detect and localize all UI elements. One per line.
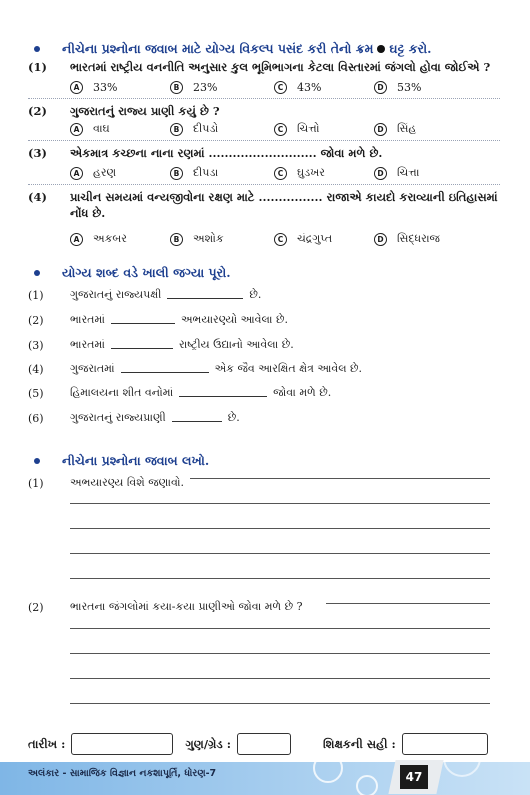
blank-line[interactable] [179,386,267,397]
option[interactable]: A 33% [70,81,170,94]
option-a-icon: A [70,81,83,94]
section-2-heading: યોગ્ય શબ્દ વડે ખાલી જગ્યા પૂરો. [28,264,231,282]
mcq-question-3: (3) એકમાત્ર કચ્છના નાના રણમાં ........................... જોવા મળે છે. [28,146,383,160]
option[interactable]: C ચિત્તો [274,122,374,136]
fill-blank-item: (1) ગુજરાતનું રાજ્યપક્ષી છે. [28,288,262,302]
option-d-icon: D [374,123,387,136]
option-b-icon: B [170,123,183,136]
answer-line[interactable] [70,528,490,529]
option[interactable]: D 53% [374,81,421,94]
divider [28,140,500,141]
option[interactable]: B દીપડા [170,166,274,180]
mcq-options-4 [70,232,500,246]
grade-box[interactable] [237,733,291,755]
book-title: અલંકાર - સામાજિક વિજ્ઞાન નકશાપૂર્તિ, ધોરણ-7 [28,768,217,779]
answer-line[interactable] [70,678,490,679]
blank-line[interactable] [111,313,175,324]
bullet-icon [34,46,40,52]
section-3-heading: નીચેના પ્રશ્નોના જવાબ લખો. [28,452,209,470]
mcq-options-3 [70,166,500,180]
fill-blank-item: (2) ભારતમાં અભયારણ્યો આવેલા છે. [28,313,288,327]
mcq-question-2: (2) ગુજરાતનું રાજ્ય પ્રાણી કયું છે ? [28,104,220,118]
answer-line[interactable] [70,653,490,654]
option-b-icon: B [170,167,183,180]
fill-blank-item: (5) હિમાલયના શીત વનોમાં જોવા મળે છે. [28,386,332,400]
blank-line[interactable] [167,288,243,299]
option-c-icon: C [274,167,287,180]
option-c-icon: C [274,123,287,136]
divider [28,98,500,99]
bullet-icon [34,270,40,276]
option-a-icon: A [70,167,83,180]
mcq-options-2 [70,122,500,136]
mcq-question-4: (4) પ્રાચીન સમયમાં વન્યજીવોના રક્ષણ માટે ................ રાજાએ કાયદો કરાવ્યાની ઇતિહાસમાં નોંધ છે. [28,190,498,220]
option-c-icon: C [274,233,287,246]
option-d-icon: D [374,81,387,94]
fill-blank-item: (4) ગુજરાતમાં એક જૈવ આરક્ષિત ક્ષેત્ર આવેલ છે. [28,362,363,376]
option[interactable]: D ચિત્તા [374,166,419,180]
answer-line[interactable] [70,553,490,554]
answer-question-1: (1) અભયારણ્ય વિશે જણાવો. [28,476,185,490]
answer-question-2: (2) ભારતના જંગલોમાં કયા-કયા પ્રાણીઓ જોવા મળે છે ? [28,600,303,614]
option[interactable]: D સિંહ [374,122,416,136]
signature-row: તારીખ : ગુણ/ગ્રેડ : શિક્ષકની સહી : [0,728,530,760]
option-b-icon: B [170,233,183,246]
section-1-heading: નીચેના પ્રશ્નોના જવાબ માટે યોગ્ય વિકલ્પ પસંદ કરી તેનો ક્રમ ઘટ્ટ કરો. [28,40,431,58]
fill-blank-item: (6) ગુજરાતનું રાજ્યપ્રાણી છે. [28,411,240,425]
option[interactable]: B દીપડો [170,122,274,136]
answer-line[interactable] [70,578,490,579]
blank-line[interactable] [172,411,222,422]
mcq-question-1: (1) ભારતમાં રાષ્ટ્રીય વનનીતિ અનુસાર કુલ ભૂમિભાગના કેટલા વિસ્તારમાં જંગલો હોવા જોઈએ ? [28,60,491,74]
bullet-icon [34,458,40,464]
answer-line[interactable] [326,603,490,604]
option[interactable]: B અશોક [170,232,274,246]
teacher-signature-box[interactable] [402,733,488,755]
option[interactable]: C ઘુડખર [274,166,374,180]
page-number: 47 [400,765,428,789]
option[interactable]: A હરણ [70,166,170,180]
option[interactable]: D સિદ્ધરાજ [374,232,440,246]
mcq-options-1 [70,80,500,94]
option-d-icon: D [374,167,387,180]
filled-circle-icon [377,45,385,53]
option[interactable]: C ચંદ્રગુપ્ત [274,232,374,246]
option-a-icon: A [70,123,83,136]
date-box[interactable] [71,733,173,755]
option-b-icon: B [170,81,183,94]
option[interactable]: B 23% [170,81,274,94]
option[interactable]: A અકબર [70,232,170,246]
divider [28,184,500,185]
fill-blank-item: (3) ભારતમાં રાષ્ટ્રીય ઉદ્યાનો આવેલા છે. [28,338,294,352]
blank-line[interactable] [111,338,173,349]
option-a-icon: A [70,233,83,246]
answer-line[interactable] [190,478,490,479]
answer-line[interactable] [70,628,490,629]
answer-line[interactable] [70,503,490,504]
option[interactable]: A વાઘ [70,122,170,136]
option[interactable]: C 43% [274,81,374,94]
option-d-icon: D [374,233,387,246]
blank-line[interactable] [121,362,209,373]
answer-line[interactable] [70,703,490,704]
option-c-icon: C [274,81,287,94]
